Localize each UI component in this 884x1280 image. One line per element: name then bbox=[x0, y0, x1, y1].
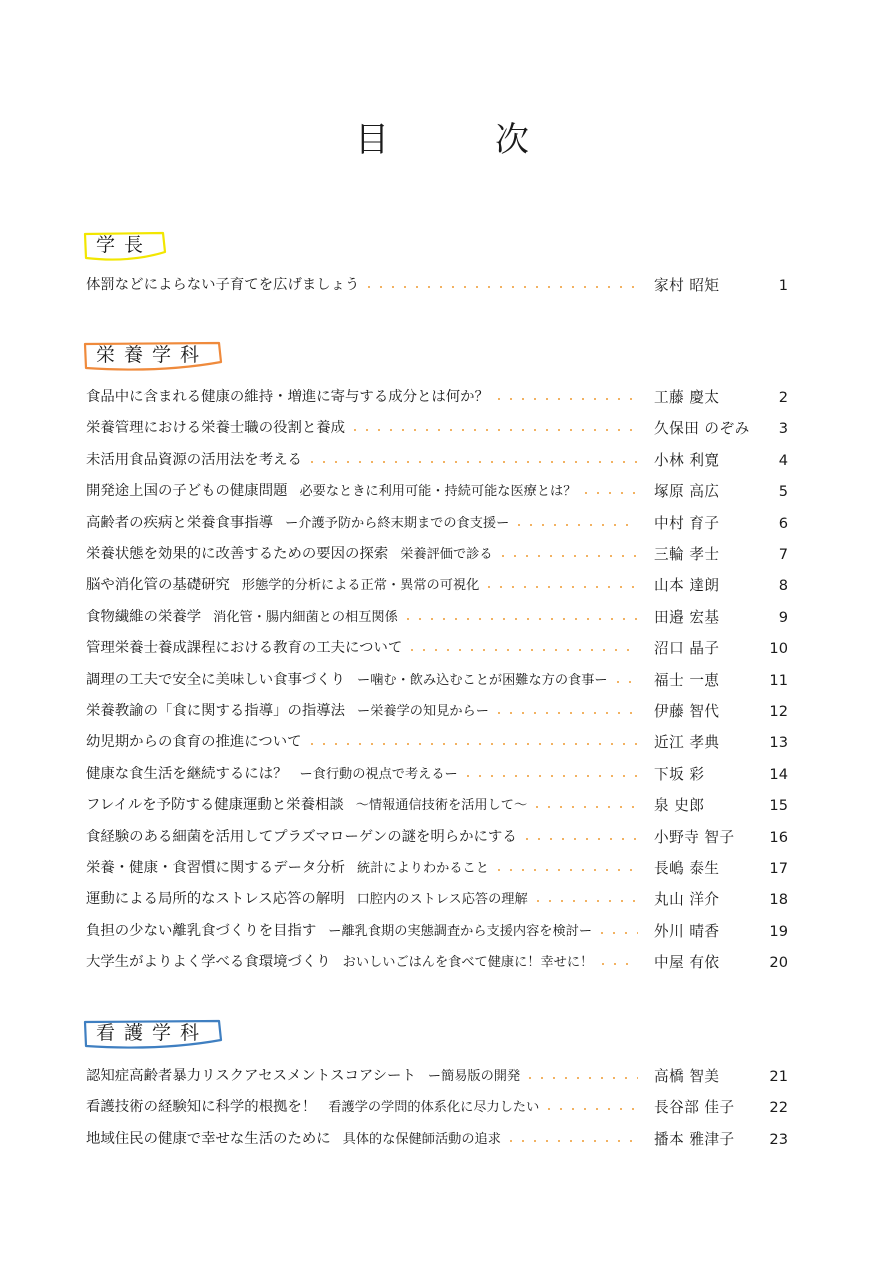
entry-author: 中屋 有依 bbox=[654, 954, 720, 972]
entry-title-text: 栄養・健康・食習慣に関するデータ分析 bbox=[86, 860, 346, 876]
entry-author: 下坂 彩 bbox=[654, 765, 705, 783]
section-label: 学長 bbox=[96, 234, 153, 256]
entry-title bbox=[86, 633, 638, 664]
entry-author: 長谷部 佳子 bbox=[654, 1099, 735, 1117]
dot-leader bbox=[597, 947, 638, 978]
entry-page-number: 18 bbox=[769, 891, 788, 909]
entry-subtitle: ー簡易版の開発 bbox=[427, 1069, 521, 1084]
entry-subtitle: 具体的な保健師活動の追求 bbox=[342, 1131, 501, 1147]
entry-title bbox=[86, 539, 638, 570]
entry-title bbox=[86, 727, 638, 758]
entry-title bbox=[86, 884, 638, 915]
entry-title bbox=[86, 1124, 638, 1155]
toc-entry bbox=[0, 413, 884, 444]
entry-subtitle: 必要なときに利用可能・持続可能な医療とは？ bbox=[299, 484, 577, 500]
section-label: 看護学科 bbox=[96, 1022, 209, 1044]
toc-entry bbox=[0, 476, 884, 507]
entry-title bbox=[86, 696, 638, 727]
entry-title bbox=[86, 1092, 638, 1123]
entry-subtitle: ー離乳食期の実態調査から支援内容を検討ー bbox=[328, 923, 593, 939]
entry-subtitle: ー噛む・飲み込むことが困難な方の食事ー bbox=[357, 672, 608, 688]
dot-leader bbox=[497, 539, 638, 570]
entry-subtitle: 看護学の学問的体系化に尽力したい bbox=[328, 1100, 540, 1116]
dot-leader bbox=[612, 665, 638, 696]
entry-page-number: 11 bbox=[769, 671, 788, 689]
entry-page-number: 5 bbox=[778, 483, 788, 501]
entry-page-number: 1 bbox=[778, 277, 788, 294]
section-heading bbox=[84, 232, 166, 258]
entry-title bbox=[86, 382, 638, 413]
entry-title bbox=[86, 1061, 638, 1092]
entry-title-text: 幼児期からの食育の推進について bbox=[86, 734, 302, 751]
entry-title-text: 高齢者の疾病と栄養食事指導 bbox=[86, 514, 274, 531]
entry-title-text: 未活用食品資源の活用法を考える bbox=[86, 451, 302, 468]
dot-leader bbox=[493, 853, 638, 884]
toc-entry bbox=[0, 1124, 884, 1155]
dot-leader bbox=[596, 916, 638, 947]
entry-title bbox=[86, 413, 638, 444]
dot-leader bbox=[363, 270, 638, 301]
entry-page-number: 12 bbox=[769, 703, 788, 720]
entry-title-text: 体罰などによらない子育てを広げましょう bbox=[86, 277, 360, 293]
entry-title-text: 食経験のある細菌を活用してプラズマローゲンの謎を明らかにする bbox=[86, 828, 517, 845]
entry-subtitle: ー介護予防から終末期までの食支援ー bbox=[285, 515, 510, 531]
toc-entry bbox=[0, 916, 884, 947]
toc-entry bbox=[0, 445, 884, 476]
entry-title-text: 栄養管理における栄養士職の役割と養成 bbox=[86, 420, 346, 437]
entry-author: 沼口 晶子 bbox=[654, 640, 720, 658]
entry-page-number: 22 bbox=[769, 1099, 788, 1117]
entry-title bbox=[86, 508, 638, 539]
toc-entry bbox=[0, 947, 884, 978]
entry-subtitle: 口腔内のストレス応答の理解 bbox=[356, 892, 528, 908]
entry-title-text: 健康な食生活を継続するには？ bbox=[86, 765, 288, 782]
entry-author: 三輪 孝士 bbox=[654, 546, 720, 563]
entry-page-number: 7 bbox=[778, 546, 788, 563]
entry-page-number: 10 bbox=[769, 640, 788, 658]
entry-author: 播本 雅津子 bbox=[654, 1130, 735, 1148]
entry-page-number: 15 bbox=[769, 797, 788, 815]
entry-page-number: 6 bbox=[778, 514, 788, 532]
entry-author: 福士 一恵 bbox=[654, 671, 720, 689]
entry-page-number: 2 bbox=[778, 389, 788, 406]
entry-author: 久保田 のぞみ bbox=[654, 420, 750, 438]
entry-page-number: 9 bbox=[778, 608, 788, 626]
toc-entry bbox=[0, 1061, 884, 1092]
dot-leader bbox=[521, 822, 638, 853]
entry-subtitle: 栄養評価で診る bbox=[400, 547, 493, 562]
dot-leader bbox=[524, 1061, 638, 1092]
entry-author: 小野寺 智子 bbox=[654, 828, 735, 846]
dot-leader bbox=[483, 570, 638, 601]
entry-title bbox=[86, 665, 638, 696]
entry-author: 丸山 洋介 bbox=[654, 891, 720, 909]
entry-author: 小林 利寛 bbox=[654, 451, 720, 469]
entry-title bbox=[86, 916, 638, 947]
entry-author: 泉 史郎 bbox=[654, 797, 705, 815]
entry-author: 塚原 高広 bbox=[654, 483, 720, 501]
entry-page-number: 17 bbox=[769, 860, 788, 877]
entry-title bbox=[86, 759, 638, 790]
dot-leader bbox=[406, 633, 638, 664]
entry-author: 長嶋 泰生 bbox=[654, 860, 720, 877]
entry-page-number: 4 bbox=[778, 451, 788, 469]
entry-author: 近江 孝典 bbox=[654, 734, 720, 752]
dot-leader bbox=[532, 884, 638, 915]
entry-title-text: 栄養状態を効果的に改善するための要因の探索 bbox=[86, 546, 389, 562]
toc-entry bbox=[0, 602, 884, 633]
dot-leader bbox=[306, 727, 638, 758]
entry-title-text: 開発途上国の子どもの健康問題 bbox=[86, 483, 288, 500]
entry-page-number: 13 bbox=[769, 734, 788, 752]
entry-author: 高橋 智美 bbox=[654, 1068, 720, 1085]
toc-entry bbox=[0, 1092, 884, 1123]
toc-entry bbox=[0, 759, 884, 790]
dot-leader bbox=[306, 445, 638, 476]
entry-subtitle: 統計によりわかること bbox=[357, 861, 489, 876]
entry-page-number: 23 bbox=[769, 1130, 788, 1148]
entry-page-number: 8 bbox=[778, 577, 788, 595]
entry-subtitle: ー栄養学の知見からー bbox=[357, 704, 489, 719]
entry-page-number: 19 bbox=[769, 922, 788, 940]
page-title: 目 次 bbox=[355, 120, 565, 160]
entry-title-text: 認知症高齢者暴力リスクアセスメントスコアシート bbox=[86, 1068, 416, 1084]
entry-title bbox=[86, 570, 638, 601]
entry-title bbox=[86, 853, 638, 884]
entry-title-text: 地域住民の健康で幸せな生活のために bbox=[86, 1130, 331, 1147]
entry-title-text: 管理栄養士養成課程における教育の工夫について bbox=[86, 640, 403, 657]
entry-title bbox=[86, 445, 638, 476]
entry-subtitle: 形態学的分析による正常・異常の可視化 bbox=[241, 578, 480, 594]
toc-entry bbox=[0, 382, 884, 413]
entry-page-number: 20 bbox=[769, 954, 788, 972]
entry-title-text: 運動による局所的なストレス応答の解明 bbox=[86, 891, 345, 908]
entry-title-text: 栄養教諭の「食に関する指導」の指導法 bbox=[86, 703, 346, 719]
dot-leader bbox=[543, 1092, 638, 1123]
dot-leader bbox=[493, 382, 638, 413]
entry-page-number: 16 bbox=[769, 828, 788, 846]
toc-entry bbox=[0, 790, 884, 821]
dot-leader bbox=[531, 790, 638, 821]
entry-title bbox=[86, 947, 638, 978]
section-heading bbox=[84, 1020, 222, 1046]
entry-author: 田邉 宏基 bbox=[654, 608, 720, 626]
dot-leader bbox=[493, 696, 638, 727]
entry-title-text: 大学生がよりよく学べる食環境づくり bbox=[86, 954, 331, 971]
toc-entry bbox=[0, 508, 884, 539]
toc-entry bbox=[0, 633, 884, 664]
entry-title bbox=[86, 790, 638, 821]
toc-entry bbox=[0, 727, 884, 758]
toc-entry bbox=[0, 539, 884, 570]
toc-entry bbox=[0, 884, 884, 915]
entry-page-number: 3 bbox=[778, 420, 788, 438]
entry-title-text: 負担の少ない離乳食づくりを目指す bbox=[86, 922, 317, 939]
entry-author: 伊藤 智代 bbox=[654, 703, 720, 720]
entry-author: 家村 昭矩 bbox=[654, 277, 720, 294]
entry-author: 工藤 慶太 bbox=[654, 389, 720, 406]
entry-title bbox=[86, 602, 638, 633]
entry-title-text: 食物繊維の栄養学 bbox=[86, 608, 202, 625]
toc-entry bbox=[0, 822, 884, 853]
entry-title-text: 脳や消化管の基礎研究 bbox=[86, 577, 230, 594]
toc-entry bbox=[0, 696, 884, 727]
entry-title bbox=[86, 476, 638, 507]
entry-page-number: 21 bbox=[769, 1068, 788, 1085]
toc-entry bbox=[0, 853, 884, 884]
dot-leader bbox=[462, 759, 638, 790]
section-label: 栄養学科 bbox=[96, 344, 209, 366]
entry-subtitle: 〜情報通信技術を活用して〜 bbox=[355, 798, 528, 814]
entry-author: 山本 達朗 bbox=[654, 577, 720, 595]
entry-author: 外川 晴香 bbox=[654, 922, 720, 940]
entry-title bbox=[86, 822, 638, 853]
toc-entry bbox=[0, 570, 884, 601]
dot-leader bbox=[580, 476, 638, 507]
entry-subtitle: 消化管・腸内細菌との相互関係 bbox=[213, 609, 398, 625]
entry-subtitle: ー食行動の視点で考えるー bbox=[299, 766, 458, 782]
toc-entry bbox=[0, 665, 884, 696]
entry-subtitle: おいしいごはんを食べて健康に！幸せに！ bbox=[342, 955, 594, 971]
dot-leader bbox=[505, 1124, 638, 1155]
dot-leader bbox=[513, 508, 638, 539]
entry-author: 中村 育子 bbox=[654, 514, 720, 532]
entry-title-text: 調理の工夫で安全に美味しい食事づくり bbox=[86, 671, 346, 688]
dot-leader bbox=[349, 413, 638, 444]
entry-title bbox=[86, 270, 638, 301]
toc-entry bbox=[0, 270, 884, 301]
entry-title-text: 看護技術の経験知に科学的根拠を！ bbox=[86, 1099, 317, 1116]
entry-title-text: フレイルを予防する健康運動と栄養相談 bbox=[86, 797, 344, 814]
entry-title-text: 食品中に含まれる健康の維持・増進に寄与する成分とは何か？ bbox=[86, 389, 489, 405]
entry-page-number: 14 bbox=[769, 765, 788, 783]
dot-leader bbox=[402, 602, 638, 633]
section-heading bbox=[84, 342, 222, 368]
